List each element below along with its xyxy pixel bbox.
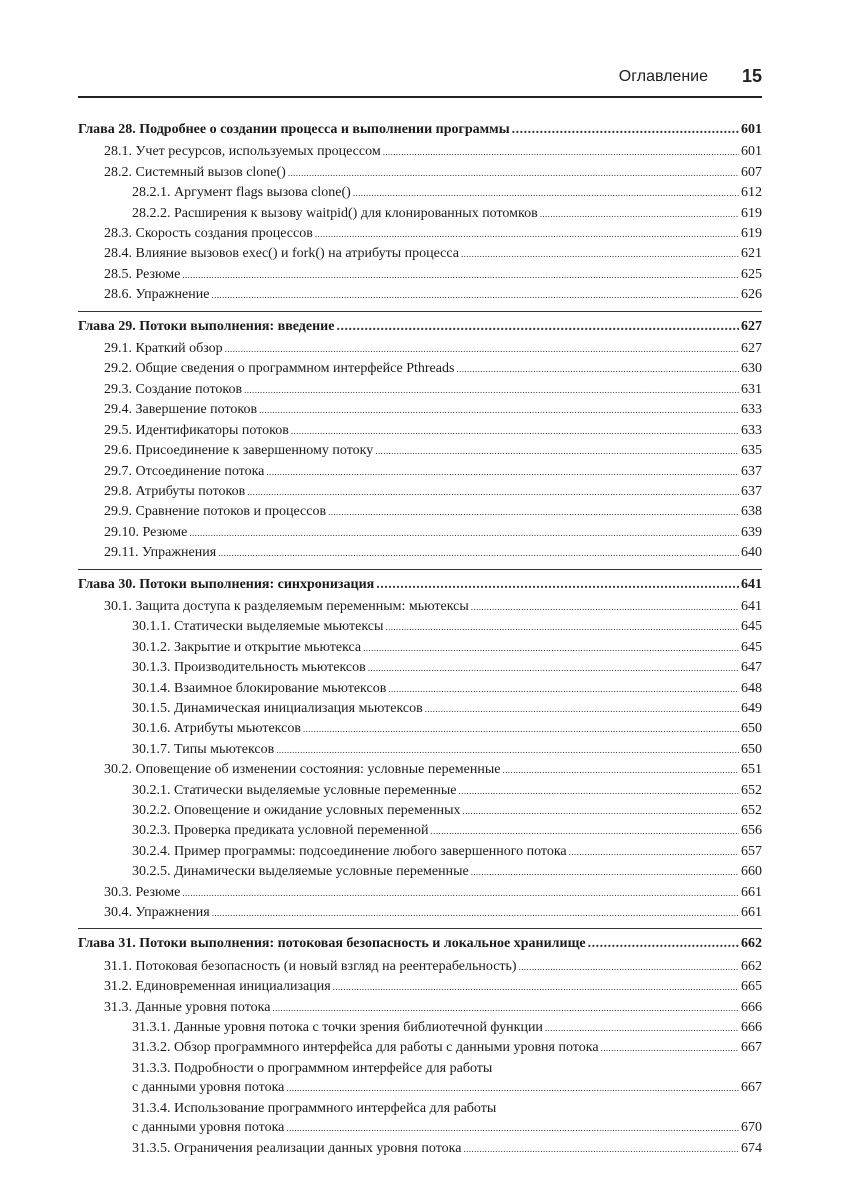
dot-leader [276, 740, 739, 760]
toc-entry-title: с данными уровня потока [132, 1080, 285, 1096]
toc-entry-page: 640 [741, 545, 762, 561]
toc-entry-page: 641 [741, 576, 762, 592]
toc-entry-title: 30.2.2. Оповещение и ожидание условных переменных [132, 803, 461, 818]
toc-entry[interactable] [78, 760, 762, 780]
toc-entry[interactable] [78, 977, 762, 997]
toc-entry[interactable] [78, 462, 762, 482]
toc-entry[interactable] [78, 224, 762, 244]
dot-leader [272, 998, 739, 1018]
dot-leader [425, 699, 739, 719]
dot-leader [218, 543, 739, 563]
toc-entry-page: 631 [741, 381, 762, 397]
toc-entry-title: Глава 30. Потоки выполнения: синхронизация [78, 576, 375, 592]
toc-entry-page: 650 [741, 721, 762, 737]
dot-leader [462, 801, 739, 821]
dot-leader [315, 224, 739, 244]
toc-entry-title: 30.4. Упражнения [104, 905, 210, 921]
toc-entry-title: 29.3. Создание потоков [104, 381, 243, 397]
toc-entry-page: 661 [741, 884, 762, 900]
toc-entry-title: 29.8. Атрибуты потоков [104, 483, 246, 499]
toc-entry-title: 30.1.5. Динамическая инициализация мьютексов [132, 700, 423, 716]
toc-entry-title: Глава 29. Потоки выполнения: введение [78, 318, 335, 334]
toc-entry-title: 31.1. Потоковая безопасность (и новый взгляд на реентерабельность) [104, 958, 517, 974]
toc-entry-page: 607 [741, 164, 762, 180]
dot-leader [383, 142, 739, 162]
dot-leader [471, 597, 739, 617]
toc-entry-page: 621 [741, 246, 762, 262]
toc-entry-title: 28.2.1. Аргумент flags вызова clone() [132, 185, 351, 201]
dot-leader [459, 781, 739, 801]
toc-entry-page: 625 [741, 266, 762, 282]
dot-leader [225, 339, 739, 359]
toc-entry-title: 30.1.6. Атрибуты мьютексов [132, 721, 301, 737]
toc-entry[interactable] [78, 658, 762, 678]
dot-leader [288, 163, 739, 183]
toc-entry[interactable] [78, 482, 762, 502]
toc-entry[interactable] [78, 163, 762, 183]
dot-leader [363, 638, 739, 658]
dot-leader [461, 244, 739, 264]
dot-leader [385, 617, 739, 637]
toc-entry-page: 627 [741, 341, 762, 357]
dot-leader [388, 679, 739, 699]
toc-entry[interactable] [78, 285, 762, 305]
toc-entry-title: 31.3. Данные уровня потока [104, 999, 271, 1015]
toc-entry-page: 633 [741, 402, 762, 418]
toc-entry-page: 674 [741, 1140, 762, 1156]
toc-entry-title: 28.3. Скорость создания процессов [104, 226, 313, 242]
toc-entry[interactable] [78, 801, 762, 821]
page-number: 15 [741, 66, 762, 86]
page-header [78, 66, 762, 98]
dot-leader [182, 265, 739, 285]
toc-entry[interactable] [78, 719, 762, 739]
toc-entry-title: 29.5. Идентификаторы потоков [104, 422, 289, 438]
toc-entry-title: 29.9. Сравнение потоков и процессов [104, 504, 327, 520]
dot-leader [545, 1018, 739, 1038]
toc-entry[interactable] [78, 183, 762, 203]
toc-entry-title: 30.2. Оповещение об изменении состояния: условные переменные [104, 762, 501, 778]
toc-chapter-entry[interactable] [78, 575, 762, 594]
toc-entry-page: 639 [741, 524, 762, 540]
toc-entry-page: 601 [741, 122, 762, 137]
toc-entry-title: 29.11. Упражнения [104, 545, 217, 561]
dot-leader [286, 1078, 739, 1098]
dot-leader [291, 421, 739, 441]
toc-entry[interactable] [78, 359, 762, 379]
dot-leader [376, 575, 739, 594]
dot-leader [368, 658, 739, 678]
dot-leader [463, 1139, 739, 1159]
toc-entry-title: 30.1.3. Производительность мьютексов [132, 660, 366, 676]
toc-entry-title: 30.1. Защита доступа к разделяемым переменным: мьютексы [104, 598, 469, 614]
toc-entry[interactable] [78, 957, 762, 977]
dot-leader [244, 380, 739, 400]
toc-entry[interactable] [78, 883, 762, 903]
toc-entry-title: 31.3.3. Подробности о программном интерфейсе для работы [132, 1060, 493, 1076]
toc-entry-page: 660 [741, 864, 762, 880]
toc-entry-page: 647 [741, 660, 762, 676]
toc-entry-page: 657 [741, 843, 762, 859]
toc-entry[interactable] [78, 441, 762, 461]
toc-entry[interactable] [78, 265, 762, 285]
dot-leader [182, 883, 739, 903]
toc-entry-page: 637 [741, 483, 762, 499]
dot-leader [336, 317, 739, 336]
dot-leader [601, 1038, 739, 1058]
toc-entry-title: 29.7. Отсоединение потока [104, 463, 265, 479]
dot-leader [471, 862, 739, 882]
toc-entry-page: 626 [741, 287, 762, 303]
toc-entry-page: 670 [741, 1120, 762, 1136]
dot-leader [247, 482, 739, 502]
toc-entry[interactable] [78, 1099, 762, 1118]
dot-leader [286, 1118, 739, 1138]
toc-entry-title: 29.10. Резюме [104, 524, 188, 540]
toc-entry[interactable] [78, 1038, 762, 1058]
toc-entry-page: 641 [741, 598, 762, 614]
toc-entry-title: 30.1.4. Взаимное блокирование мьютексов [132, 680, 387, 696]
toc-chapter-block [78, 569, 762, 924]
toc-entry-title: 30.1.2. Закрытие и открытие мьютекса [132, 639, 362, 655]
toc-entry-page: 652 [741, 803, 762, 818]
dot-leader [512, 120, 739, 139]
dot-leader [259, 400, 739, 420]
toc-entry[interactable] [78, 781, 762, 801]
toc-entry-title: 31.3.5. Ограничения реализации данных уровня потока [132, 1140, 462, 1156]
toc-entry-page: 661 [741, 905, 762, 921]
toc-entry-page: 662 [741, 936, 762, 952]
dot-leader [211, 285, 739, 305]
dot-leader [375, 441, 739, 461]
toc-entry-page: 612 [741, 185, 762, 201]
toc-entry[interactable] [78, 740, 762, 760]
dot-leader [431, 821, 739, 841]
toc-entry-page: 630 [741, 361, 762, 377]
toc-entry-title: Глава 28. Подробнее о создании процесса и выполнении программы [78, 122, 510, 137]
toc-entry-title: 29.4. Завершение потоков [104, 402, 258, 418]
toc-entry-page: 651 [741, 762, 762, 778]
toc-entry-page: 633 [741, 422, 762, 438]
toc-entry[interactable] [78, 903, 762, 923]
toc-entry[interactable] [78, 699, 762, 719]
toc-entry-title: 30.2.3. Проверка предиката условной переменной [132, 823, 429, 839]
toc-entry-page: 665 [741, 979, 762, 995]
toc-entry-page: 638 [741, 504, 762, 520]
toc-entry-page: 652 [741, 782, 762, 798]
toc-entry[interactable] [78, 244, 762, 264]
toc-chapter-block [78, 928, 762, 1158]
toc-entry-page: 619 [741, 226, 762, 242]
toc-entry[interactable] [78, 638, 762, 658]
toc-entry-page: 648 [741, 680, 762, 696]
toc-entry[interactable] [78, 380, 762, 400]
toc-entry-title: 28.5. Резюме [104, 266, 181, 282]
toc-entry-title: 30.2.5. Динамически выделяемые условные переменные [132, 864, 469, 880]
toc-entry-page: 635 [741, 443, 762, 459]
toc-entry-title: 30.2.4. Пример программы: подсоединение любого завершенного потока [132, 843, 567, 859]
toc-entry[interactable] [78, 1139, 762, 1159]
dot-leader [519, 957, 739, 977]
toc-entry-title: 31.3.1. Данные уровня потока с точки зрения библиотечной функции [132, 1020, 543, 1036]
toc-entry[interactable] [78, 679, 762, 699]
table-of-contents [78, 120, 762, 1159]
toc-entry-title: 29.1. Краткий обзор [104, 341, 223, 357]
toc-entry[interactable] [78, 998, 762, 1018]
toc-entry[interactable] [78, 400, 762, 420]
dot-leader [212, 903, 739, 923]
toc-entry-title: 30.3. Резюме [104, 884, 181, 900]
toc-entry-page: 645 [741, 619, 762, 635]
running-header-title: Оглавление [618, 68, 708, 85]
dot-leader [588, 934, 739, 953]
dot-leader [569, 842, 739, 862]
dot-leader [189, 523, 739, 543]
toc-chapter-block [78, 311, 762, 564]
toc-entry[interactable] [78, 142, 762, 162]
toc-entry[interactable] [78, 204, 762, 224]
toc-entry-title: 30.1.1. Статически выделяемые мьютексы [132, 619, 384, 635]
toc-entry[interactable] [78, 617, 762, 637]
toc-entry[interactable] [78, 421, 762, 441]
toc-entry-page: 666 [741, 1020, 762, 1036]
toc-entry-title: 30.1.7. Типы мьютексов [132, 741, 275, 757]
toc-entry-title: Глава 31. Потоки выполнения: потоковая безопасность и локальное хранилище [78, 936, 586, 952]
toc-entry-page: 627 [741, 318, 762, 334]
toc-entry-title: 31.3.2. Обзор программного интерфейса для работы с данными уровня потока [132, 1040, 599, 1056]
toc-entry[interactable] [78, 523, 762, 543]
toc-entry[interactable] [78, 502, 762, 522]
toc-entry[interactable] [78, 597, 762, 617]
toc-entry-title: 28.4. Влияние вызовов exec() и fork() на атрибуты процесса [104, 246, 459, 262]
toc-entry-title: 31.2. Единовременная инициализация [104, 979, 331, 995]
toc-entry-title: 28.6. Упражнение [104, 287, 210, 303]
toc-entry[interactable] [78, 339, 762, 359]
toc-entry[interactable] [78, 543, 762, 563]
toc-entry[interactable] [78, 821, 762, 841]
toc-entry-page: 662 [741, 958, 762, 974]
toc-entry-page: 667 [741, 1080, 762, 1096]
toc-entry-title: 30.2.1. Статически выделяемые условные переменные [132, 782, 457, 798]
toc-entry[interactable] [78, 862, 762, 882]
dot-leader [328, 502, 739, 522]
dot-leader [303, 719, 739, 739]
toc-chapter-entry[interactable] [78, 317, 762, 336]
toc-chapter-block [78, 120, 762, 306]
toc-entry-page: 619 [741, 205, 762, 221]
toc-entry-title: 28.1. Учет ресурсов, используемых процессом [104, 144, 381, 160]
dot-leader [266, 462, 739, 482]
dot-leader [502, 760, 739, 780]
toc-entry-page: 656 [741, 823, 762, 839]
toc-entry-page: 645 [741, 639, 762, 655]
toc-entry-title: с данными уровня потока [132, 1120, 285, 1136]
toc-entry-title: 29.6. Присоединение к завершенному потоку [104, 443, 374, 459]
toc-entry-page: 637 [741, 463, 762, 479]
toc-entry-page: 649 [741, 700, 762, 716]
toc-entry-page: 666 [741, 999, 762, 1015]
toc-entry[interactable] [78, 842, 762, 862]
dot-leader [353, 183, 739, 203]
toc-entry-title: 28.2. Системный вызов clone() [104, 164, 286, 180]
dot-leader [333, 977, 739, 997]
toc-entry[interactable] [78, 1059, 762, 1078]
toc-entry-title: 31.3.4. Использование программного интерфейса для работы [132, 1100, 497, 1116]
toc-entry-page: 667 [741, 1040, 762, 1056]
toc-entry[interactable] [78, 1078, 762, 1098]
toc-entry-page: 650 [741, 741, 762, 757]
toc-entry-page: 601 [741, 144, 762, 160]
toc-chapter-entry[interactable] [78, 934, 762, 953]
toc-entry-title: 29.2. Общие сведения о программном интерфейсе Pthreads [104, 361, 455, 377]
toc-entry-title: 28.2.2. Расширения к вызову waitpid() для клонированных потомков [132, 205, 538, 221]
toc-entry[interactable] [78, 1018, 762, 1038]
toc-entry[interactable] [78, 1118, 762, 1138]
dot-leader [456, 359, 739, 379]
toc-chapter-entry[interactable] [78, 120, 762, 139]
dot-leader [540, 204, 739, 224]
